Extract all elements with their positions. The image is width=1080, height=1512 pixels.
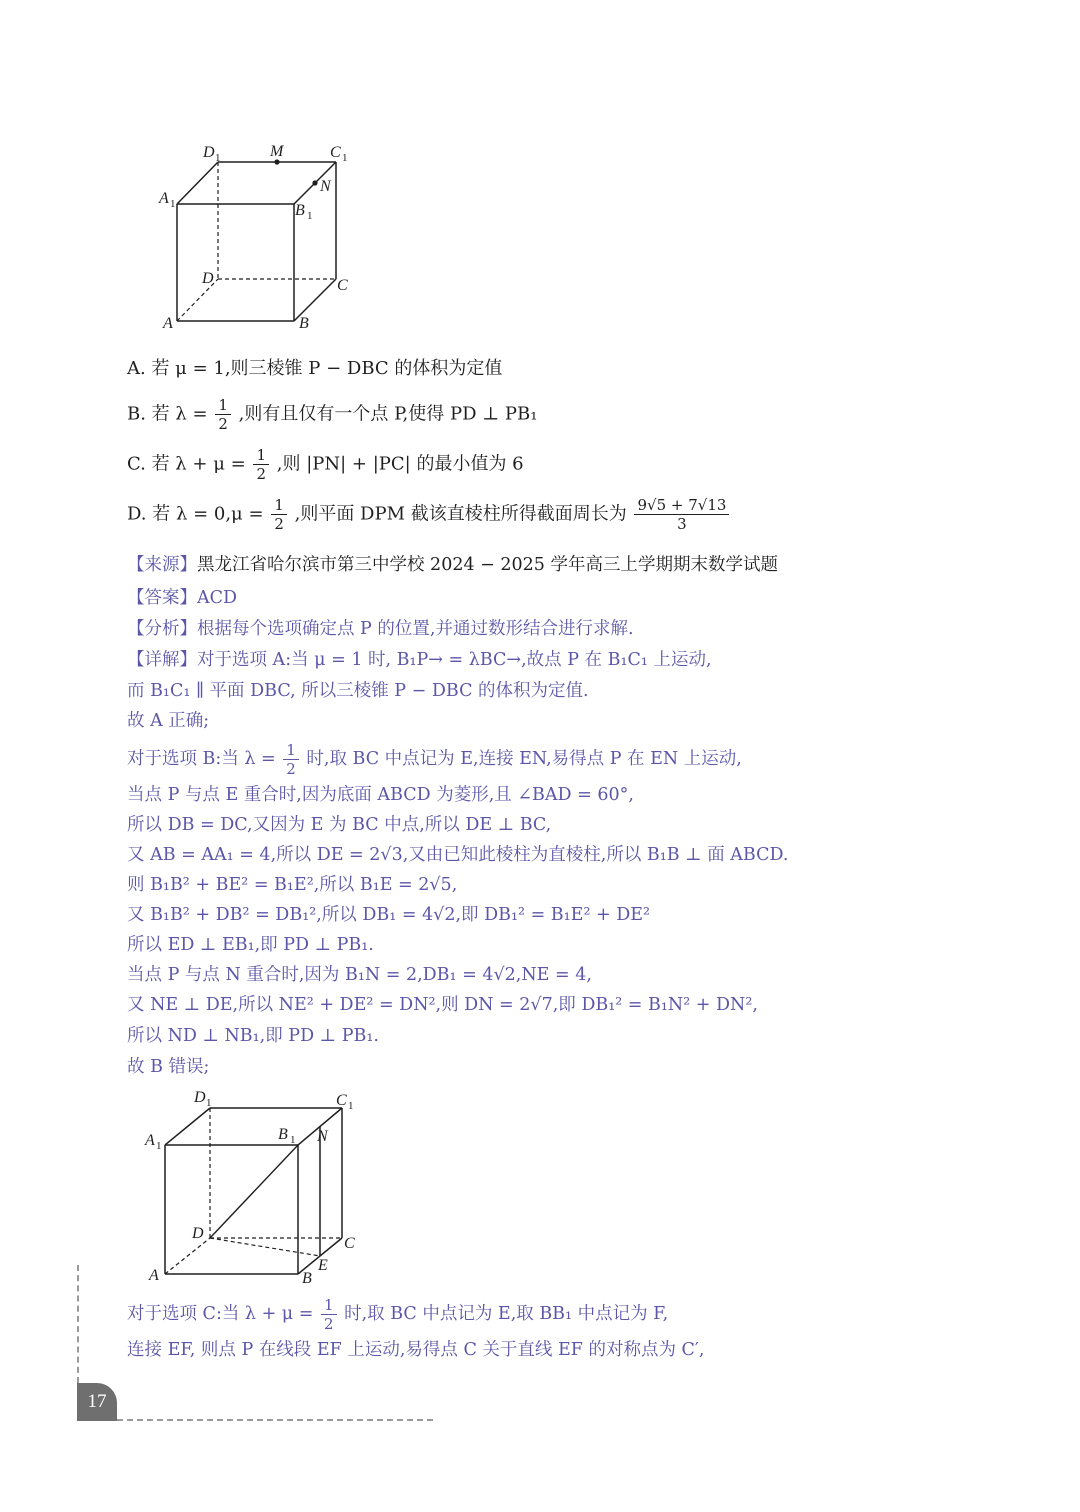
detail-line-12: 又 NE ⊥ DE,所以 NE² + DE² = DN²,则 DN = 2√7,即 DB₁² = B₁N² + DN², <box>127 995 758 1015</box>
label-A: A <box>163 315 173 332</box>
label-B: B <box>299 315 309 332</box>
label-D1-sub: 1 <box>215 152 221 164</box>
label-B: B <box>302 1270 312 1287</box>
analysis-line: 【分析】根据每个选项确定点 P 的位置,并通过数形结合进行求解. <box>127 619 634 639</box>
label-A1-sub: 1 <box>170 198 176 210</box>
option-d: D. 若 λ = 0,μ = $\frac{1}{2}$ ,则平面 DPM 截该直棱柱所得截面周长为 $\frac{9√5 + 7√13}{3}$ <box>127 496 731 533</box>
label-A1: A <box>145 1132 155 1149</box>
detail-line-5: 当点 P 与点 E 重合时,因为底面 ABCD 为菱形,且 ∠BAD = 60°, <box>127 785 634 805</box>
answer-tag: 【答案】 <box>127 588 197 608</box>
page-number: 17 <box>77 1383 117 1421</box>
label-D: D <box>192 1225 204 1242</box>
label-C1: C <box>330 144 341 161</box>
detail-line-3: 故 A 正确; <box>127 711 210 731</box>
detail-line-c1: 对于选项 C:当 λ + μ = $\frac{1}{2}$ 时,取 BC 中点记为 E,取 BB₁ 中点记为 F, <box>127 1296 669 1333</box>
label-D1-sub: 1 <box>206 1097 212 1109</box>
label-A1: A <box>159 190 169 207</box>
prism-1-svg <box>150 140 370 340</box>
label-B1: B <box>295 202 305 219</box>
label-B1: B <box>278 1126 288 1143</box>
fraction: $\frac{1}{2}$ <box>321 1296 337 1333</box>
page-border-vertical <box>77 1265 79 1383</box>
page-border-horizontal <box>117 1419 433 1421</box>
detail-line-2: 而 B₁C₁ ∥ 平面 DBC, 所以三棱锥 P − DBC 的体积为定值. <box>127 681 589 701</box>
label-N: N <box>317 1128 328 1145</box>
label-C1-sub: 1 <box>348 1100 354 1112</box>
label-D1: D <box>203 144 215 161</box>
detail-line-13: 所以 ND ⊥ NB₁,即 PD ⊥ PB₁. <box>127 1026 379 1046</box>
source-tag: 【来源】 <box>127 555 197 575</box>
label-D: D <box>202 270 214 287</box>
detail-line-14: 故 B 错误; <box>127 1057 210 1077</box>
detail-tag: 【详解】 <box>127 650 197 670</box>
detail-line-11: 当点 P 与点 N 重合时,因为 B₁N = 2,DB₁ = 4√2,NE = 4, <box>127 965 592 985</box>
option-b: B. 若 λ = $\frac{1}{2}$ ,则有且仅有一个点 P,使得 PD ⊥ PB₁ <box>127 396 538 433</box>
label-B1-sub: 1 <box>307 210 313 222</box>
label-C: C <box>337 277 348 294</box>
detail-line-9: 又 B₁B² + DB² = DB₁²,所以 DB₁ = 4√2,即 DB₁² = B₁E² + DE² <box>127 905 651 925</box>
answer-line <box>127 585 237 611</box>
label-E: E <box>318 1257 328 1274</box>
label-C: C <box>344 1235 355 1252</box>
analysis-tag: 【分析】 <box>127 619 197 639</box>
detail-line-6: 所以 DB = DC,又因为 E 为 BC 中点,所以 DE ⊥ BC, <box>127 815 552 835</box>
option-c: C. 若 λ + μ = $\frac{1}{2}$ ,则 |PN| + |PC| 的最小值为 6 <box>127 446 524 483</box>
figure-prism-1 <box>150 140 370 340</box>
prism-2-svg <box>140 1080 370 1290</box>
label-A1-sub: 1 <box>156 1140 162 1152</box>
detail-line-10: 所以 ED ⊥ EB₁,即 PD ⊥ PB₁. <box>127 935 374 955</box>
option-a: A. 若 μ = 1,则三棱锥 P − DBC 的体积为定值 <box>127 358 503 379</box>
label-B1-sub: 1 <box>290 1134 296 1146</box>
label-M: M <box>270 143 284 160</box>
answer-fraction: $\frac{9√5 + 7√13}{3}$ <box>634 496 729 533</box>
answer-value: ACD <box>197 588 238 608</box>
detail-line-8: 则 B₁B² + BE² = B₁E²,所以 B₁E = 2√5, <box>127 875 458 895</box>
source-line: 【来源】黑龙江省哈尔滨市第三中学校 2024 − 2025 学年高三上学期期末数学试题 <box>127 555 778 575</box>
fraction: $\frac{1}{2}$ <box>271 496 287 533</box>
label-C1-sub: 1 <box>342 152 348 164</box>
fraction: $\frac{1}{2}$ <box>283 741 299 778</box>
label-D1: D <box>194 1089 206 1106</box>
detail-line-1: 【详解】对于选项 A:当 μ = 1 时, B₁P→ = λBC→,故点 P 在 B₁C₁ 上运动, <box>127 650 712 670</box>
detail-line-c2: 连接 EF, 则点 P 在线段 EF 上运动,易得点 C 关于直线 EF 的对称点为 C′, <box>127 1340 705 1360</box>
label-N: N <box>320 178 331 195</box>
label-C1: C <box>336 1092 347 1109</box>
detail-line-4: 对于选项 B:当 λ = $\frac{1}{2}$ 时,取 BC 中点记为 E,连接 EN,易得点 P 在 EN 上运动, <box>127 741 742 778</box>
figure-prism-2 <box>140 1080 370 1290</box>
label-A: A <box>149 1267 159 1284</box>
detail-line-7: 又 AB = AA₁ = 4,所以 DE = 2√3,又由已知此棱柱为直棱柱,所以 B₁B ⊥ 面 ABCD. <box>127 845 789 865</box>
fraction: $\frac{1}{2}$ <box>215 396 231 433</box>
fraction: $\frac{1}{2}$ <box>253 446 269 483</box>
